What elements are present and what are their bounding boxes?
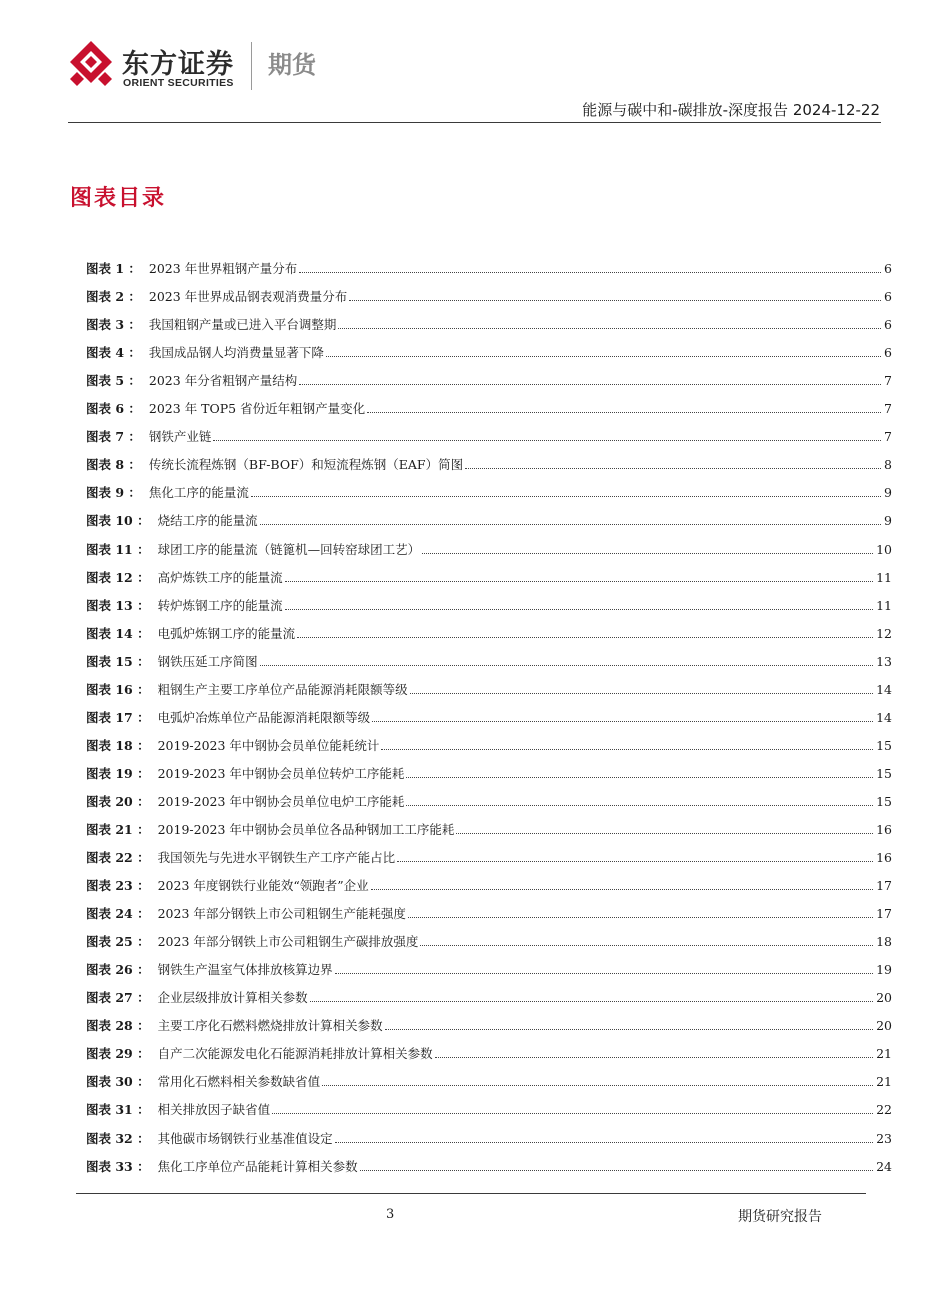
toc-entry-page: 20: [876, 1018, 892, 1034]
toc-entry-title: 其他碳市场钢铁行业基准值设定: [157, 1130, 333, 1146]
toc-entry-page: 7: [884, 429, 892, 445]
toc-entry-page: 23: [876, 1130, 892, 1146]
toc-entry-label: 图表 3 ：: [86, 317, 141, 333]
toc-entry-title: 2019-2023 年中钢协会员单位电炉工序能耗: [157, 793, 405, 809]
toc-entry[interactable]: [86, 894, 892, 922]
toc-entry-title: 电弧炉冶炼单位产品能源消耗限额等级: [157, 709, 371, 725]
toc-entry-title: 2023 年度钢铁行业能效“领跑者”企业: [157, 878, 369, 894]
toc-entry-title: 钢铁压延工序简图: [157, 653, 258, 669]
toc-entry-title: 钢铁生产温室气体排放核算边界: [157, 962, 333, 978]
toc-entry-label: 图表 25 ：: [86, 934, 150, 950]
toc-entry-title: 2023 年分省粗钢产量结构: [148, 373, 298, 389]
toc-entry[interactable]: [86, 838, 892, 866]
toc-dot-leader: [326, 356, 881, 357]
footer-label: 期货研究报告: [738, 1209, 822, 1225]
toc-entry[interactable]: [86, 1006, 892, 1034]
toc-entry-page: 14: [876, 709, 892, 725]
toc-dot-leader: [456, 833, 873, 834]
toc-entry-label: 图表 30 ：: [86, 1074, 150, 1090]
toc-dot-leader: [260, 665, 873, 666]
toc-dot-leader: [465, 468, 881, 469]
figure-toc-list: [86, 249, 892, 1175]
toc-entry-page: 9: [884, 513, 892, 529]
toc-entry[interactable]: [86, 866, 892, 894]
toc-entry-page: 10: [876, 541, 892, 557]
toc-entry-title: 主要工序化石燃料燃烧排放计算相关参数: [157, 1018, 383, 1034]
toc-entry-title: 粗钢生产主要工序单位产品能源消耗限额等级: [157, 681, 408, 697]
toc-entry-page: 15: [876, 765, 892, 781]
toc-entry-page: 24: [876, 1158, 892, 1174]
toc-dot-leader: [272, 1113, 873, 1114]
toc-entry[interactable]: [86, 361, 892, 389]
toc-entry[interactable]: [86, 389, 892, 417]
toc-entry-label: 图表 14 ：: [86, 625, 150, 641]
toc-entry-page: 7: [884, 401, 892, 417]
toc-entry-page: 15: [876, 793, 892, 809]
toc-entry-label: 图表 27 ：: [86, 990, 150, 1006]
toc-entry-title: 我国领先与先进水平钢铁生产工序产能占比: [157, 850, 396, 866]
header-rule: [68, 122, 881, 123]
brand-name-en: ORIENT SECURITIES: [123, 77, 234, 89]
toc-dot-leader: [335, 973, 873, 974]
toc-entry-page: 13: [876, 653, 892, 669]
toc-entry[interactable]: [86, 501, 892, 529]
toc-entry[interactable]: [86, 277, 892, 305]
toc-entry-title: 焦化工序的能量流: [148, 485, 249, 501]
toc-dot-leader: [371, 889, 873, 890]
toc-entry[interactable]: [86, 586, 892, 614]
toc-entry-page: 21: [876, 1074, 892, 1090]
toc-dot-leader: [335, 1142, 873, 1143]
toc-entry-title: 2019-2023 年中钢协会员单位转炉工序能耗: [157, 765, 405, 781]
toc-entry-label: 图表 31 ：: [86, 1102, 150, 1118]
toc-dot-leader: [420, 945, 873, 946]
toc-entry-label: 图表 17 ：: [86, 709, 150, 725]
toc-entry[interactable]: [86, 642, 892, 670]
toc-entry[interactable]: [86, 1147, 892, 1175]
toc-entry-label: 图表 2 ：: [86, 289, 141, 305]
toc-entry-label: 图表 9 ：: [86, 485, 141, 501]
toc-entry[interactable]: [86, 614, 892, 642]
toc-entry-label: 图表 32 ：: [86, 1130, 150, 1146]
toc-entry[interactable]: [86, 249, 892, 277]
toc-entry-page: 20: [876, 990, 892, 1006]
toc-dot-leader: [397, 861, 873, 862]
toc-dot-leader: [408, 917, 873, 918]
toc-dot-leader: [406, 777, 873, 778]
toc-entry-page: 17: [876, 878, 892, 894]
toc-dot-leader: [385, 1029, 873, 1030]
toc-entry[interactable]: [86, 558, 892, 586]
toc-dot-leader: [372, 721, 873, 722]
toc-entry-title: 2023 年部分钢铁上市公司粗钢生产能耗强度: [157, 906, 406, 922]
toc-entry[interactable]: [86, 333, 892, 361]
toc-entry-label: 图表 16 ：: [86, 681, 150, 697]
toc-entry-page: 18: [876, 934, 892, 950]
toc-entry-page: 6: [884, 317, 892, 333]
toc-entry-page: 8: [884, 457, 892, 473]
toc-entry-title: 2019-2023 年中钢协会员单位能耗统计: [157, 737, 380, 753]
toc-dot-leader: [299, 272, 881, 273]
toc-entry-title: 电弧炉炼钢工序的能量流: [157, 625, 296, 641]
toc-entry-label: 图表 13 ：: [86, 597, 150, 613]
toc-dot-leader: [322, 1085, 873, 1086]
toc-entry-label: 图表 4 ：: [86, 345, 141, 361]
toc-dot-leader: [360, 1170, 873, 1171]
toc-entry-page: 15: [876, 737, 892, 753]
toc-entry-label: 图表 28 ：: [86, 1018, 150, 1034]
toc-entry-label: 图表 11 ：: [86, 541, 150, 557]
toc-dot-leader: [213, 440, 881, 441]
brand-divider: [251, 42, 252, 90]
toc-dot-leader: [435, 1057, 873, 1058]
toc-entry-label: 图表 10 ：: [86, 513, 150, 529]
toc-dot-leader: [422, 553, 873, 554]
toc-entry-page: 12: [876, 625, 892, 641]
toc-entry[interactable]: [86, 670, 892, 698]
toc-dot-leader: [349, 300, 881, 301]
toc-entry-label: 图表 26 ：: [86, 962, 150, 978]
toc-entry-title: 传统长流程炼钢（BF-BOF）和短流程炼钢（EAF）简图: [148, 457, 464, 473]
toc-dot-leader: [299, 384, 881, 385]
toc-entry[interactable]: [86, 782, 892, 810]
toc-entry-page: 16: [876, 850, 892, 866]
toc-dot-leader: [410, 693, 873, 694]
toc-dot-leader: [406, 805, 873, 806]
toc-entry-title: 2023 年世界粗钢产量分布: [148, 261, 298, 277]
toc-entry-title: 转炉炼钢工序的能量流: [157, 597, 283, 613]
toc-entry-title: 2023 年 TOP5 省份近年粗钢产量变化: [148, 401, 366, 417]
toc-entry-page: 14: [876, 681, 892, 697]
toc-dot-leader: [285, 609, 873, 610]
toc-entry-page: 9: [884, 485, 892, 501]
toc-dot-leader: [381, 749, 873, 750]
toc-entry[interactable]: [86, 445, 892, 473]
toc-entry-label: 图表 20 ：: [86, 793, 150, 809]
toc-dot-leader: [310, 1001, 873, 1002]
toc-entry[interactable]: [86, 698, 892, 726]
orient-securities-logo-icon: [68, 40, 114, 90]
page-number: 3: [386, 1207, 395, 1222]
toc-entry-title: 钢铁产业链: [148, 429, 212, 445]
page-header: [0, 0, 950, 130]
toc-entry-label: 图表 21 ：: [86, 821, 150, 837]
report-title: 能源与碳中和-碳排放-深度报告 2024-12-22: [582, 101, 880, 119]
toc-entry-label: 图表 24 ：: [86, 906, 150, 922]
toc-entry-title: 相关排放因子缺省值: [157, 1102, 271, 1118]
toc-dot-leader: [297, 637, 873, 638]
toc-dot-leader: [251, 496, 881, 497]
toc-entry[interactable]: [86, 810, 892, 838]
toc-entry[interactable]: [86, 305, 892, 333]
toc-entry-title: 2023 年世界成品钢表观消费量分布: [148, 289, 348, 305]
toc-entry[interactable]: [86, 473, 892, 501]
toc-entry-page: 16: [876, 821, 892, 837]
toc-entry[interactable]: [86, 754, 892, 782]
toc-entry-page: 17: [876, 906, 892, 922]
brand-division: 期货: [268, 51, 316, 79]
toc-entry-page: 11: [876, 597, 892, 613]
toc-entry-title: 常用化石燃料相关参数缺省值: [157, 1074, 321, 1090]
toc-entry-page: 7: [884, 373, 892, 389]
toc-dot-leader: [260, 524, 881, 525]
toc-entry[interactable]: [86, 978, 892, 1006]
brand-name-cn: 东方证券: [122, 49, 234, 80]
toc-entry-label: 图表 8 ：: [86, 457, 141, 473]
toc-entry[interactable]: [86, 922, 892, 950]
toc-entry-title: 我国粗钢产量或已进入平台调整期: [148, 317, 337, 333]
toc-entry-title: 2023 年部分钢铁上市公司粗钢生产碳排放强度: [157, 934, 419, 950]
section-heading: 图表目录: [70, 185, 167, 211]
toc-entry[interactable]: [86, 417, 892, 445]
toc-entry[interactable]: [86, 529, 892, 557]
toc-entry-label: 图表 7 ：: [86, 429, 141, 445]
toc-entry-title: 我国成品钢人均消费量显著下降: [148, 345, 324, 361]
toc-entry-label: 图表 6 ：: [86, 401, 141, 417]
toc-entry-label: 图表 15 ：: [86, 653, 150, 669]
toc-entry-page: 19: [876, 962, 892, 978]
toc-entry[interactable]: [86, 1062, 892, 1090]
toc-entry-label: 图表 18 ：: [86, 737, 150, 753]
toc-entry-page: 21: [876, 1046, 892, 1062]
toc-entry-label: 图表 19 ：: [86, 765, 150, 781]
toc-entry-title: 烧结工序的能量流: [157, 513, 258, 529]
toc-entry[interactable]: [86, 726, 892, 754]
toc-entry-page: 6: [884, 345, 892, 361]
toc-entry-page: 22: [876, 1102, 892, 1118]
toc-entry-title: 焦化工序单位产品能耗计算相关参数: [157, 1158, 358, 1174]
toc-entry-label: 图表 33 ：: [86, 1158, 150, 1174]
toc-entry-label: 图表 23 ：: [86, 878, 150, 894]
toc-entry[interactable]: [86, 950, 892, 978]
toc-dot-leader: [367, 412, 881, 413]
toc-entry[interactable]: [86, 1090, 892, 1118]
toc-entry-title: 企业层级排放计算相关参数: [157, 990, 308, 1006]
toc-entry-title: 自产二次能源发电化石能源消耗排放计算相关参数: [157, 1046, 433, 1062]
toc-entry-title: 2019-2023 年中钢协会员单位各品种钢加工工序能耗: [157, 821, 455, 837]
toc-entry-title: 球团工序的能量流（链篦机—回转窑球团工艺）: [157, 541, 421, 557]
toc-entry-label: 图表 12 ：: [86, 569, 150, 585]
toc-entry-label: 图表 29 ：: [86, 1046, 150, 1062]
toc-entry-page: 11: [876, 569, 892, 585]
toc-entry-page: 6: [884, 261, 892, 277]
toc-dot-leader: [338, 328, 881, 329]
toc-entry[interactable]: [86, 1118, 892, 1146]
toc-entry-title: 高炉炼铁工序的能量流: [157, 569, 283, 585]
footer-rule: [76, 1193, 866, 1194]
toc-entry-label: 图表 5 ：: [86, 373, 141, 389]
toc-entry[interactable]: [86, 1034, 892, 1062]
toc-entry-label: 图表 22 ：: [86, 850, 150, 866]
toc-dot-leader: [285, 581, 873, 582]
toc-entry-page: 6: [884, 289, 892, 305]
toc-entry-label: 图表 1 ：: [86, 261, 141, 277]
